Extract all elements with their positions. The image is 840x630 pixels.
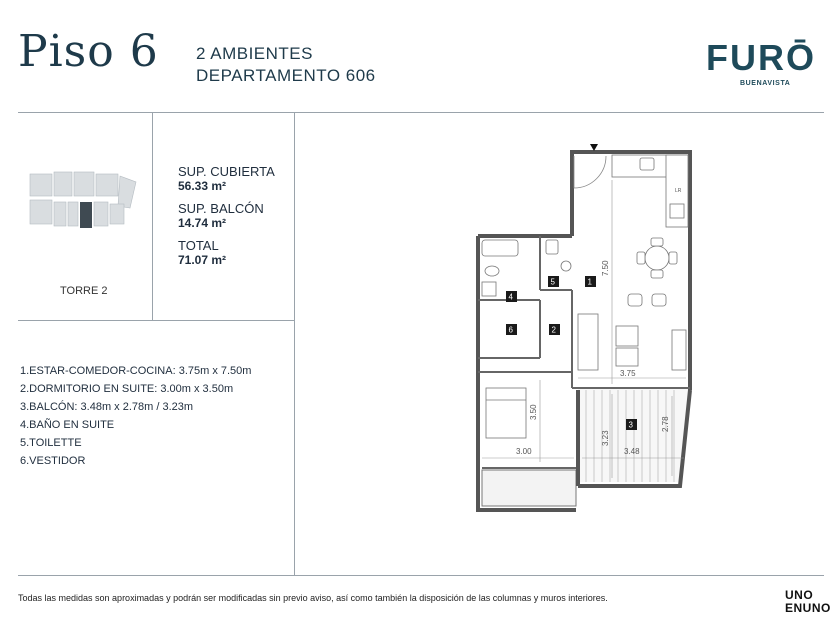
entry-door (574, 156, 606, 188)
badge-5: 5 (550, 277, 555, 287)
panel-divider (294, 112, 295, 575)
dim-bedroom-height: 3.50 (529, 404, 538, 420)
badge-2: 2 (551, 325, 556, 335)
balcony-area (578, 388, 690, 482)
unit-type: 2 AMBIENTES (196, 44, 313, 63)
room-item: 4.BAÑO EN SUITE (20, 419, 115, 431)
unit-number: DEPARTAMENTO 606 (196, 66, 376, 85)
floor-plan (460, 138, 700, 518)
balcony-area-value: 14.74 m² (178, 216, 227, 230)
footer-logo-line1: UNO (785, 588, 814, 602)
kitchen-label: LR (675, 188, 682, 194)
footer-logo-line2: ENUNO (785, 601, 831, 615)
tower-label: TORRE 2 (60, 285, 108, 297)
badge-4: 4 (508, 292, 513, 302)
living-furniture (578, 294, 686, 370)
brand-logo: FURŌ (706, 37, 816, 78)
dim-bedroom-width: 3.00 (516, 447, 532, 456)
badge-3: 3 (628, 420, 633, 430)
page-title: Piso 6 (18, 26, 159, 77)
room-item: 3.BALCÓN: 3.48m x 2.78m / 3.23m (20, 401, 194, 413)
covered-area-value: 56.33 m² (178, 179, 227, 193)
badge-6: 6 (508, 325, 513, 335)
bathroom-fixtures (482, 240, 571, 296)
top-divider (18, 112, 824, 113)
dim-living-height: 7.50 (601, 260, 610, 276)
key-plan (24, 168, 142, 238)
bed (486, 388, 526, 438)
bottom-divider (18, 575, 824, 576)
room-item: 6.VESTIDOR (20, 455, 86, 467)
total-area-label: TOTAL (178, 238, 219, 253)
dim-balcony-width: 3.48 (624, 447, 640, 456)
room-item: 1.ESTAR-COMEDOR-COCINA: 3.75m x 7.50m (20, 365, 252, 377)
dim-balcony-left: 3.23 (601, 430, 610, 446)
brand-subtitle: BUENAVISTA (740, 80, 791, 87)
total-area-value: 71.07 m² (178, 253, 227, 267)
covered-area-label: SUP. CUBIERTA (178, 164, 275, 179)
left-panel-divider (18, 320, 294, 321)
dim-living-width: 3.75 (620, 369, 636, 378)
dim-balcony-right: 2.78 (661, 416, 670, 432)
entry-arrow-icon (590, 144, 598, 151)
highlighted-unit (80, 202, 92, 228)
dining-table (637, 238, 677, 278)
badge-1: 1 (587, 277, 592, 287)
balcony-area-label: SUP. BALCÓN (178, 201, 264, 216)
room-item: 5.TOILETTE (20, 437, 82, 449)
room-item: 2.DORMITORIO EN SUITE: 3.00m x 3.50m (20, 383, 234, 395)
keyplan-divider (152, 112, 153, 320)
disclaimer-text: Todas las medidas son aproximadas y podrán ser modificadas sin previo aviso, así como también la disposición de las columnas y muros interiores. (18, 593, 608, 603)
bedroom-balcony (482, 470, 576, 506)
